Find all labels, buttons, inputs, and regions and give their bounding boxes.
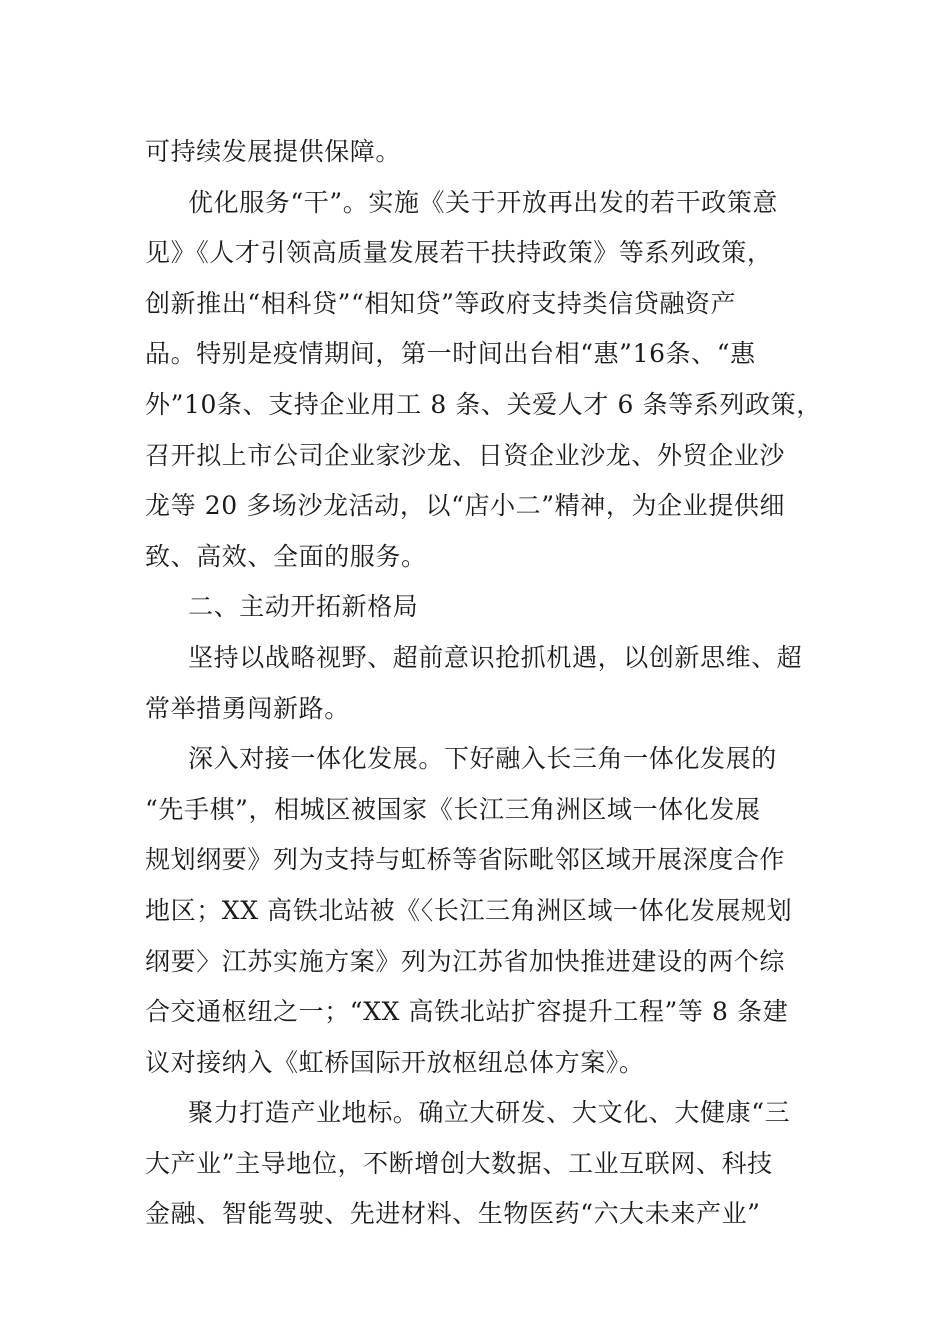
- text-line: 纲要〉江苏实施方案》列为江苏省加快推进建设的两个综: [145, 946, 786, 976]
- text-line: 致、高效、全面的服务。: [145, 541, 427, 571]
- text-line: 规划纲要》列为支持与虹桥等省际毗邻区域开展深度合作: [145, 845, 786, 875]
- text-line: 龙等 20 多场沙龙活动，以“店小二”精神，为企业提供细: [145, 491, 786, 521]
- text-line: 见》《人才引领高质量发展若干扶持政策》等系列政策，: [145, 238, 773, 268]
- text-line: 品。特别是疫情期间，第一时间出台相“惠”16条、“惠: [145, 339, 756, 369]
- text-line: 外”10条、支持企业用工 8 条、关爱人才 6 条等系列政策，: [145, 389, 822, 419]
- text-line: 可持续发展提供保障。: [145, 137, 402, 166]
- text-line: 深入对接一体化发展。下好融入长三角一体化发展的: [188, 744, 777, 774]
- section-heading: 二、主动开拓新格局: [188, 592, 419, 622]
- text-line: 合交通枢纽之一；“XX 高铁北站扩容提升工程”等 8 条建: [145, 997, 789, 1027]
- text-line: 地区；XX 高铁北站被《〈长江三角洲区域一体化发展规划: [145, 895, 793, 925]
- text-line: 金融、智能驾驶、先进材料、生物医药“六大未来产业”: [145, 1199, 761, 1229]
- text-line: 常举措勇闯新路。: [145, 693, 350, 723]
- text-line: 聚力打造产业地标。确立大研发、大文化、大健康“三: [188, 1098, 791, 1128]
- text-line: 优化服务“干”。实施《关于开放再出发的若干政策意: [188, 187, 778, 217]
- text-line: “先手棋”，相城区被国家《长江三角洲区域一体化发展: [145, 794, 761, 824]
- text-line: 坚持以战略视野、超前意识抢抓机遇，以创新思维、超: [188, 642, 803, 672]
- text-line: 召开拟上市公司企业家沙龙、日资企业沙龙、外贸企业沙: [145, 440, 786, 470]
- body-text: [145, 127, 825, 1240]
- text-line: 大产业”主导地位，不断增创大数据、工业互联网、科技: [145, 1148, 773, 1178]
- text-line: 议对接纳入《虹桥国际开放枢纽总体方案》。: [145, 1047, 645, 1077]
- text-line: 创新推出“相科贷”“相知贷”等政府支持类信贷融资产: [145, 288, 737, 318]
